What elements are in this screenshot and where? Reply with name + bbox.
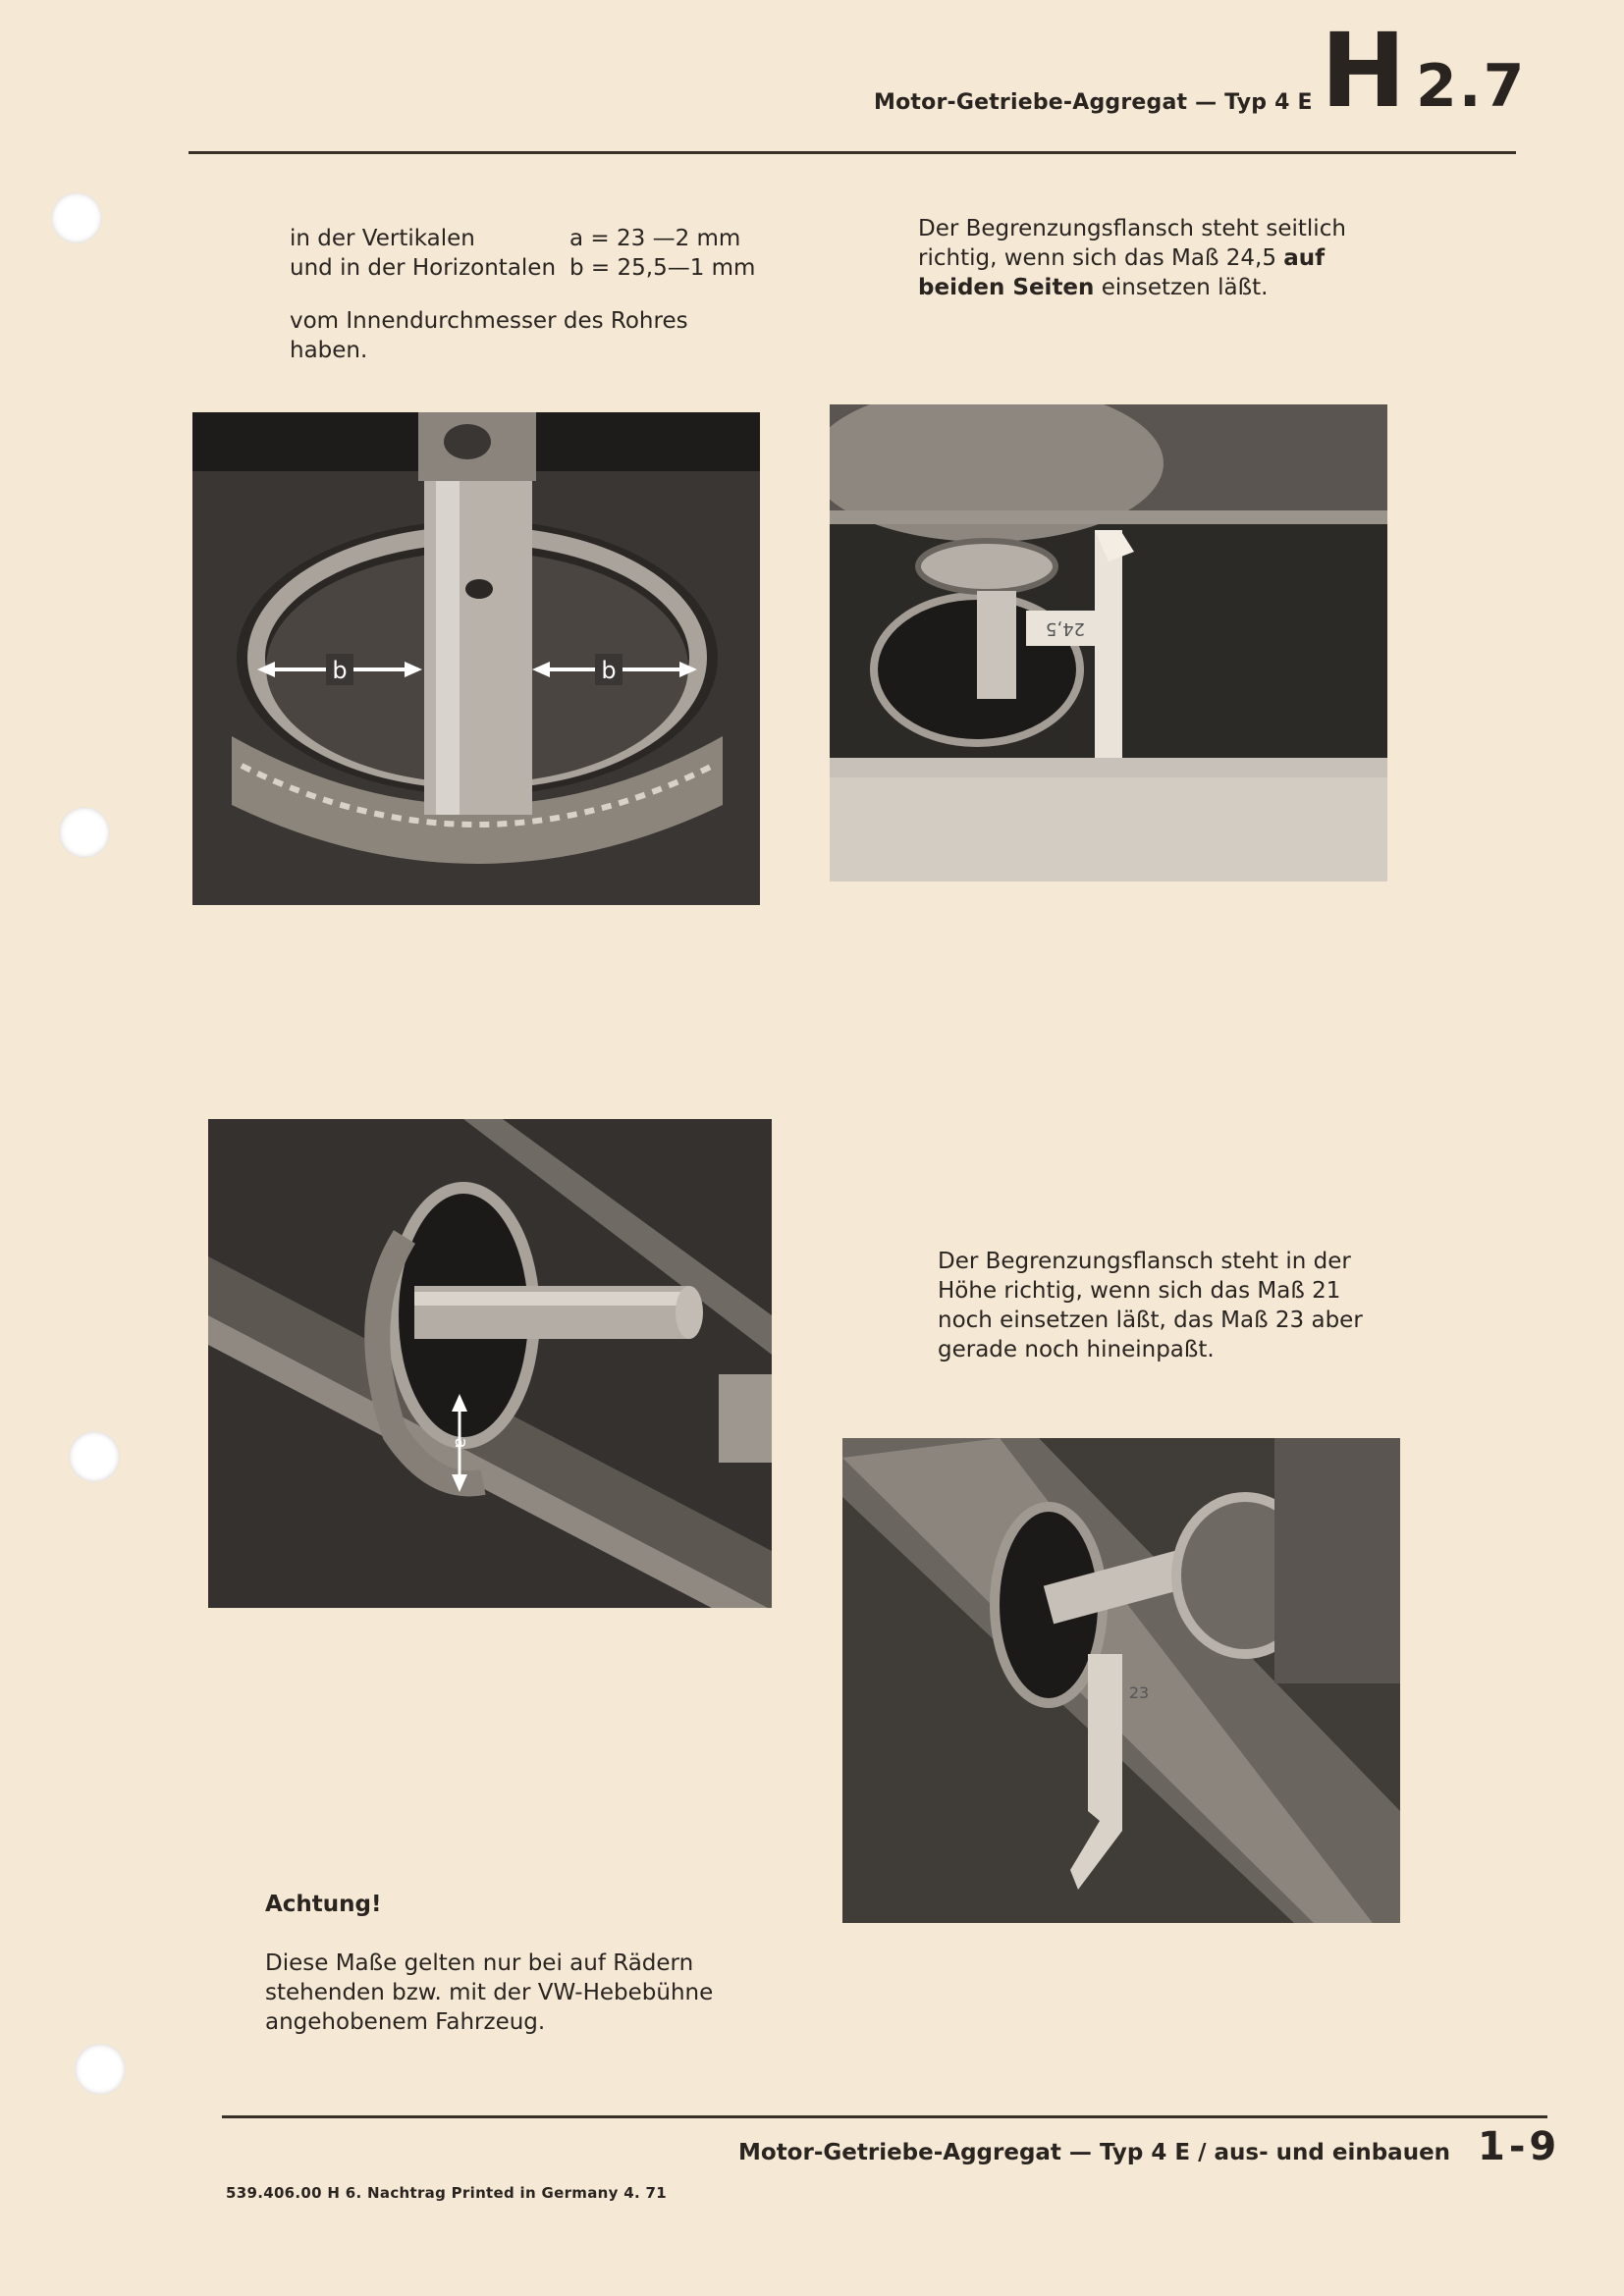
footer-page-number: 1-9 [1478, 2124, 1561, 2169]
measurements-continuation: vom Innendurchmesser des Rohres haben. [290, 308, 688, 363]
photo1-label-b-left: b [332, 657, 348, 684]
punch-hole-2 [59, 807, 110, 858]
photo-pipe-horizontal-measure [192, 412, 760, 905]
section-number [1321, 11, 1527, 131]
punch-hole-1 [51, 192, 102, 243]
measurements-block [290, 224, 761, 365]
photo1-label-b-right: b [601, 657, 617, 684]
photo4-gauge-label: 23 [1128, 1683, 1150, 1702]
punch-hole-3 [69, 1431, 120, 1482]
footer-print-line: 539.406.00 H 6. Nachtrag Printed in Germany 4. 71 [226, 2184, 667, 2202]
photo3-label-a: a [451, 1437, 471, 1449]
photo-gauge-23 [842, 1438, 1400, 1923]
header-rule [189, 151, 1516, 154]
page-header-title: Motor-Getriebe-Aggregat — Typ 4 E [874, 90, 1313, 115]
punch-hole-4 [75, 2044, 126, 2095]
section-letter: H [1321, 11, 1407, 131]
side-note-text-2: einsetzen läßt. [1094, 275, 1269, 300]
side-note-paragraph [918, 214, 1380, 302]
measurement-horizontal-value: b = 25,5—1 mm [569, 255, 756, 281]
photo-pipe-vertical-measure [208, 1119, 772, 1608]
measurement-horizontal-label: und in der Horizontalen [290, 255, 557, 281]
footer-rule [222, 2115, 1547, 2118]
section-subnumber: 2.7 [1416, 52, 1527, 121]
height-note-paragraph: Der Begrenzungsflansch steht in der Höhe richtig, wenn sich das Maß 21 noch einsetzen läßt, das Maß 23 aber gerade noch hineinpaßt. [938, 1249, 1363, 1362]
measurement-vertical-value: a = 23 —2 mm [569, 226, 741, 251]
side-note-text-1: Der Begrenzungsflansch steht seitlich richtig, wenn sich das Maß 24,5 [918, 216, 1346, 271]
photo-gauge-24-5 [830, 404, 1387, 881]
photo2-gauge-label: 24,5 [1045, 618, 1086, 639]
measurement-vertical-label: in der Vertikalen [290, 226, 475, 251]
warning-title: Achtung! [265, 1892, 382, 1917]
footer-title: Motor-Getriebe-Aggregat — Typ 4 E / aus- und einbauen [738, 2140, 1451, 2165]
warning-text: Diese Maße gelten nur bei auf Rädern stehenden bzw. mit der VW-Hebebühne angehobenem Fahrzeug. [265, 1950, 714, 2035]
side-note-bold: auf beiden Seiten [918, 245, 1326, 300]
